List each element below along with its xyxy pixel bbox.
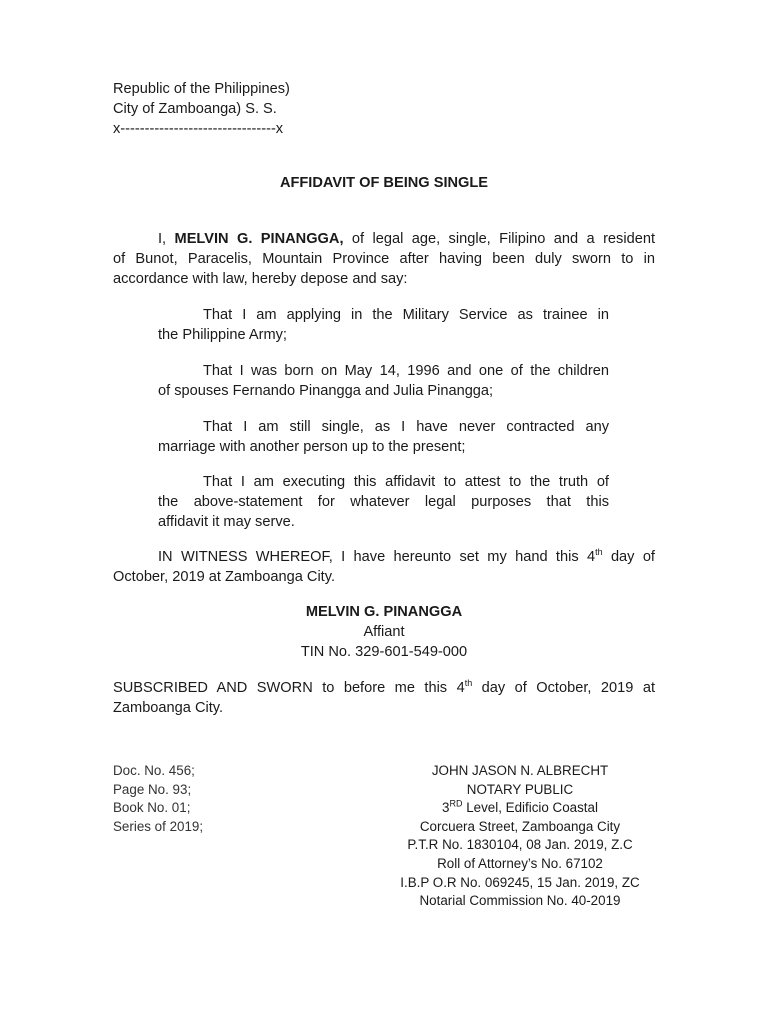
affiant-signature-block [113, 602, 655, 662]
clause-1-line-2: the Philippine Army; [158, 327, 287, 343]
page-no: Page No. 93; [113, 781, 192, 797]
notary-commission: Notarial Commission No. 40-2019 [419, 893, 621, 909]
clause-3 [158, 417, 609, 457]
clause-1-line-1: That I am applying in the Military Service as trainee in [203, 307, 609, 323]
notary-ibp: I.B.P O.R No. 069245, 15 Jan. 2019, ZC [400, 874, 640, 890]
caption-line-2: City of Zamboanga) S. S. [113, 101, 277, 117]
book-no: Book No. 01; [113, 800, 191, 816]
venue-caption [113, 79, 413, 139]
clause-1 [158, 305, 609, 345]
document-title: AFFIDAVIT OF BEING SINGLE [279, 175, 489, 191]
affiant-name: MELVIN G. PINANGGA [305, 604, 463, 620]
clause-4-line-1: That I am executing this affidavit to attest to the truth of [203, 474, 609, 490]
affiant-name-inline: MELVIN G. PINANGGA, [174, 231, 344, 247]
doc-no: Doc. No. 456; [113, 763, 195, 778]
clause-3-line-2: marriage with another person up to the present; [158, 439, 466, 455]
clause-4-line-3: affidavit it may serve. [158, 514, 295, 530]
notary-roll: Roll of Attorney’s No. 67102 [437, 855, 603, 871]
clause-2-line-2: of spouses Fernando Pinangga and Julia Pinangga; [158, 383, 494, 399]
affiant-tin: TIN No. 329-601-549-000 [300, 644, 468, 660]
notary-block [380, 762, 660, 911]
affiant-role: Affiant [363, 624, 405, 640]
witness-line-1: IN WITNESS WHEREOF, I have hereunto set my hand this 4th day of [158, 547, 655, 565]
clause-2 [158, 361, 609, 401]
jurat-paragraph [113, 678, 655, 718]
clause-3-line-1: That I am still single, as I have never contracted any [203, 419, 609, 435]
notary-address-1: 3RD Level, Edificio Coastal [442, 798, 598, 816]
intro-line-1: I, MELVIN G. PINANGGA, of legal age, single, Filipino and a resident [158, 231, 655, 247]
caption-line-3: x--------------------------------x [113, 121, 284, 137]
clause-2-line-1: That I was born on May 14, 1996 and one of the children [203, 363, 609, 379]
witness-line-2: October, 2019 at Zamboanga City. [113, 569, 336, 585]
notary-address-2: Corcuera Street, Zamboanga City [419, 818, 621, 834]
doc-references [113, 762, 313, 836]
series-no: Series of 2019; [113, 818, 204, 834]
notary-ptr: P.T.R No. 1830104, 08 Jan. 2019, Z.C [407, 837, 633, 853]
clause-4-line-2: the above-statement for whatever legal purposes that this [158, 494, 609, 510]
notary-name: JOHN JASON N. ALBRECHT [431, 763, 609, 778]
clause-4 [158, 472, 609, 532]
intro-paragraph [113, 229, 655, 289]
intro-line-3: accordance with law, hereby depose and say: [113, 271, 408, 287]
intro-line-2: of Bunot, Paracelis, Mountain Province after having been duly sworn to in [113, 251, 655, 267]
notary-title: NOTARY PUBLIC [466, 781, 574, 797]
jurat-line-2: Zamboanga City. [113, 700, 224, 716]
witness-paragraph [113, 547, 655, 587]
jurat-line-1: SUBSCRIBED AND SWORN to before me this 4th day of October, 2019 at [113, 678, 655, 696]
caption-line-1: Republic of the Philippines) [113, 81, 290, 97]
